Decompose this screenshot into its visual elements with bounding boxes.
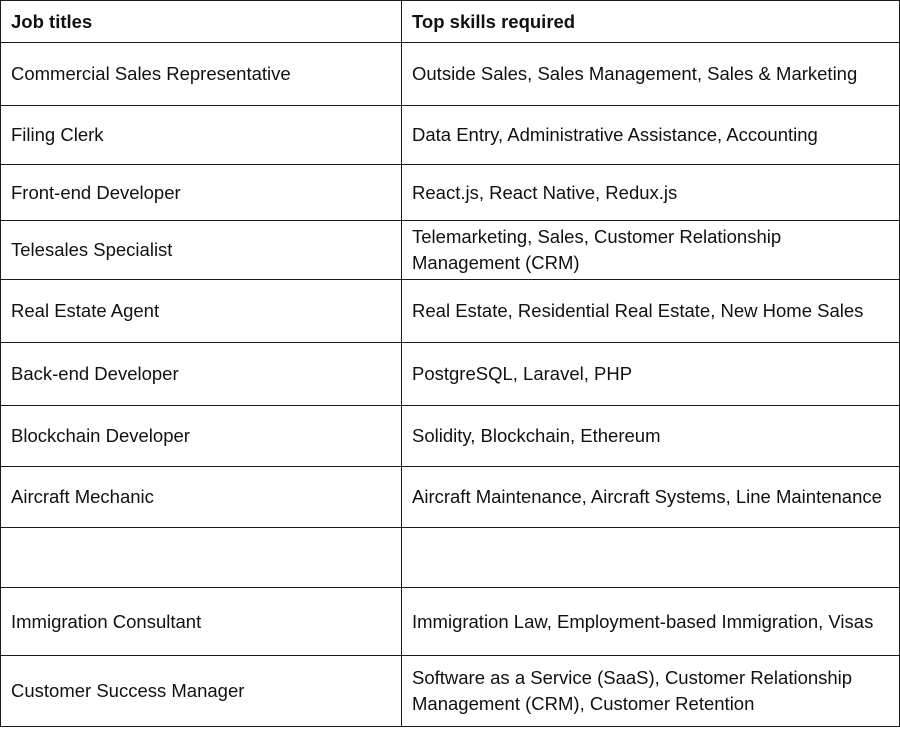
skills-cell: Software as a Service (SaaS), Customer Relationship Management (CRM), Customer Retention <box>402 656 900 727</box>
table-row <box>1 221 900 280</box>
job-title-cell: Blockchain Developer <box>1 406 402 467</box>
table-row <box>1 656 900 727</box>
skills-cell: PostgreSQL, Laravel, PHP <box>402 343 900 406</box>
table-row <box>1 406 900 467</box>
job-title-cell <box>1 528 402 588</box>
skills-cell: React.js, React Native, Redux.js <box>402 165 900 221</box>
skills-cell: Aircraft Maintenance, Aircraft Systems, Line Maintenance <box>402 467 900 528</box>
skills-cell: Outside Sales, Sales Management, Sales & Marketing <box>402 43 900 106</box>
job-title-cell: Real Estate Agent <box>1 280 402 343</box>
skills-cell <box>402 528 900 588</box>
job-title-cell: Telesales Specialist <box>1 221 402 280</box>
skills-cell: Real Estate, Residential Real Estate, New Home Sales <box>402 280 900 343</box>
job-title-cell: Back-end Developer <box>1 343 402 406</box>
job-title-cell: Aircraft Mechanic <box>1 467 402 528</box>
table-row <box>1 588 900 656</box>
skills-cell: Data Entry, Administrative Assistance, Accounting <box>402 106 900 165</box>
job-title-cell: Front-end Developer <box>1 165 402 221</box>
table-row-empty <box>1 528 900 588</box>
job-title-cell: Customer Success Manager <box>1 656 402 727</box>
table-row <box>1 467 900 528</box>
table-row <box>1 343 900 406</box>
column-header-top-skills: Top skills required <box>402 1 900 43</box>
job-title-cell: Immigration Consultant <box>1 588 402 656</box>
table-row <box>1 106 900 165</box>
table-row <box>1 280 900 343</box>
job-title-cell: Filing Clerk <box>1 106 402 165</box>
skills-cell: Immigration Law, Employment-based Immigration, Visas <box>402 588 900 656</box>
table-row <box>1 43 900 106</box>
column-header-job-titles: Job titles <box>1 1 402 43</box>
skills-cell: Solidity, Blockchain, Ethereum <box>402 406 900 467</box>
table-row <box>1 165 900 221</box>
table-header-row <box>1 1 900 43</box>
job-title-cell: Commercial Sales Representative <box>1 43 402 106</box>
skills-cell: Telemarketing, Sales, Customer Relationship Management (CRM) <box>402 221 900 280</box>
